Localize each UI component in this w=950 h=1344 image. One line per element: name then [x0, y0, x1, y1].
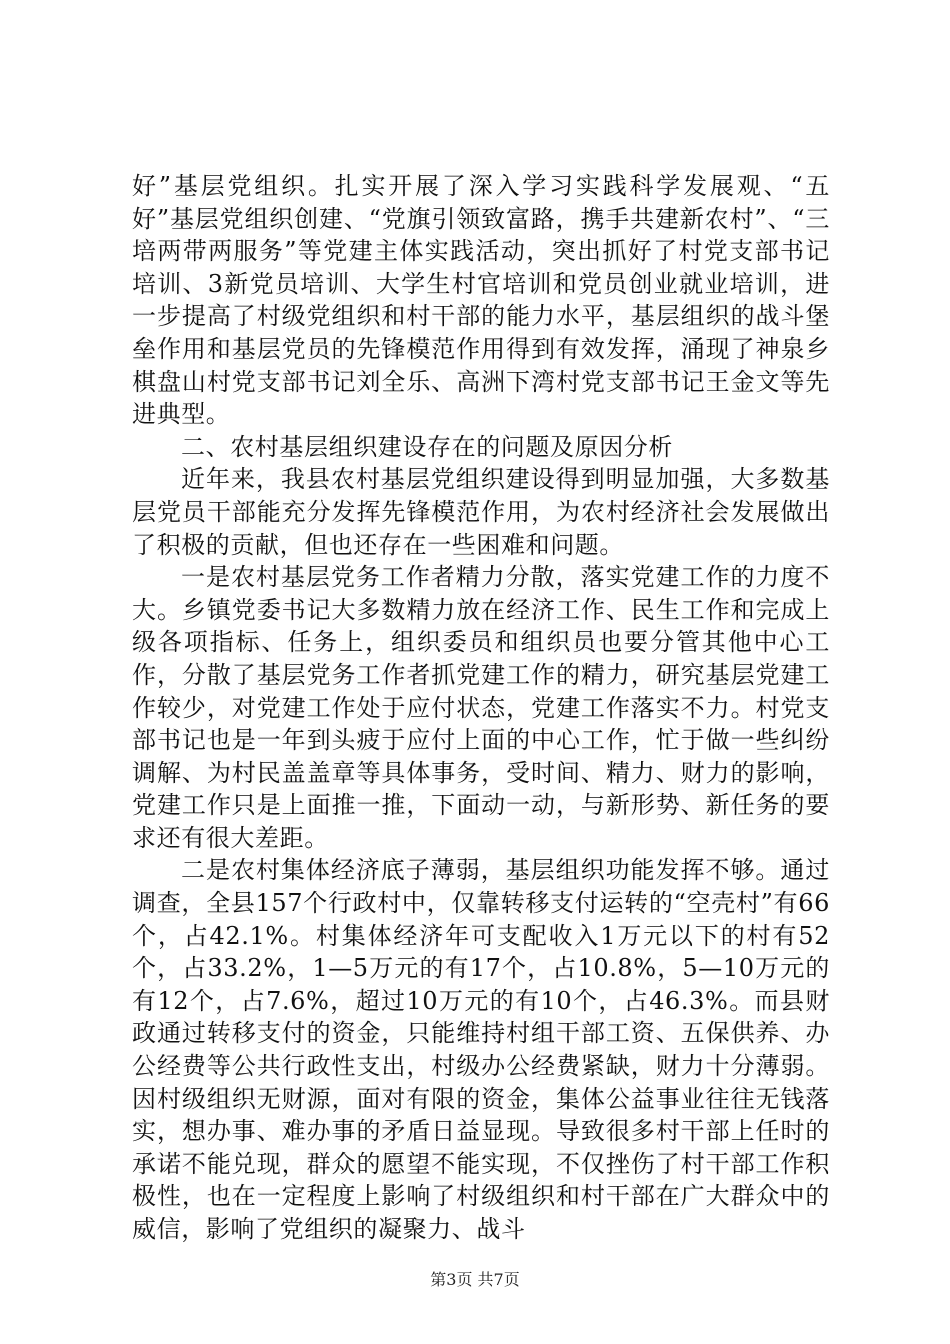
page-number-footer: 第3页 共7页	[430, 1270, 520, 1289]
paragraph-continuation: 好”基层党组织。扎实开展了深入学习实践科学发展观、“五好”基层党组织创建、“党旗引领致富路，携手共建新农村”、“三培两带两服务”等党建主体实践活动，突出抓好了村党支部书记培训、3新党员培训、大学生村官培训和党员创业就业培训，进一步提高了村级党组织和村干部的能力水平，基层组织的战斗堡垒作用和基层党员的先锋模范作用得到有效发挥，涌现了神泉乡棋盘山村党支部书记刘全乐、高洲下湾村党支部书记王金文等先进典型。	[132, 172, 830, 429]
section-heading: 二、农村基层组织建设存在的问题及原因分析	[181, 432, 673, 461]
paragraph-issue-one: 一是农村基层党务工作者精力分散，落实党建工作的力度不大。乡镇党委书记大多数精力放在经济工作、民生工作和完成上级各项指标、任务上，组织委员和组织员也要分管其他中心工作，分散了基层党务工作者抓党建工作的精力，研究基层党建工作较少，对党建工作处于应付状态，党建工作落实不力。村党支部书记也是一年到头疲于应付上面的中心工作，忙于做一些纠纷调解、为村民盖盖章等具体事务，受时间、精力、财力的影响，党建工作只是上面推一推，下面动一动，与新形势、新任务的要求还有很大差距。	[132, 563, 830, 852]
document-body	[132, 170, 830, 1246]
paragraph-overview: 近年来，我县农村基层党组织建设得到明显加强，大多数基层党员干部能充分发挥先锋模范作用，为农村经济社会发展做出了积极的贡献，但也还存在一些困难和问题。	[132, 465, 830, 559]
paragraph-issue-two: 二是农村集体经济底子薄弱，基层组织功能发挥不够。通过调查，全县157个行政村中，仅靠转移支付运转的“空壳村”有66个，占42.1%。村集体经济年可支配收入1万元以下的村有52个，占33.2%，1—5万元的有17个，占10.8%，5—10万元的有12个，占7.6%，超过10万元的有10个，占46.3%。而县财政通过转移支付的资金，只能维持村组干部工资、五保供养、办公经费等公共行政性支出，村级办公经费紧缺，财力十分薄弱。因村级组织无财源，面对有限的资金，集体公益事业往往无钱落实，想办事、难办事的矛盾日益显现。导致很多村干部上任时的承诺不能兑现，群众的愿望不能实现，不仅挫伤了村干部工作积极性，也在一定程度上影响了村级组织和村干部在广大群众中的威信，影响了党组织的凝聚力、战斗	[132, 856, 830, 1243]
